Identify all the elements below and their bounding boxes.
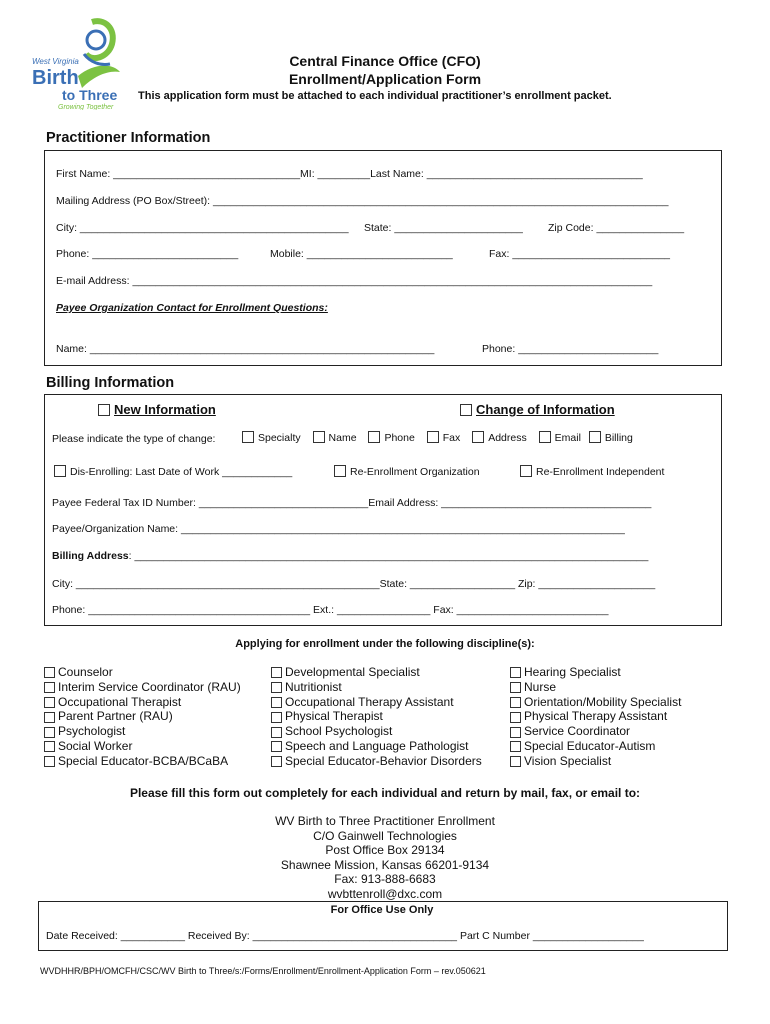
discipline-occupational-therapy-assistant[interactable]: Occupational Therapy Assistant (271, 695, 482, 710)
mailing-address-field[interactable]: Mailing Address (PO Box/Street): ______________________________________________________________________________ (56, 195, 669, 207)
discipline-counselor[interactable]: Counselor (44, 665, 241, 680)
change-type-email[interactable]: Email (539, 432, 581, 444)
re-enrollment-independent-option[interactable]: Re-Enrollment Independent (520, 465, 664, 478)
discipline-special-educator-bcba[interactable]: Special Educator-BCBA/BCaBA (44, 754, 241, 769)
change-type-address[interactable]: Address (472, 432, 527, 444)
dis-enrolling-option[interactable]: Dis-Enrolling: Last Date of Work ____________ (54, 465, 292, 478)
city-field[interactable]: City: ______________________________________________ (56, 222, 349, 234)
discipline-occupational-therapist[interactable]: Occupational Therapist (44, 695, 241, 710)
discipline-nurse[interactable]: Nurse (510, 680, 681, 695)
change-type-name[interactable]: Name (313, 432, 357, 444)
discipline-school-psychologist[interactable]: School Psychologist (271, 724, 482, 739)
discipline-physical-therapy-assistant[interactable]: Physical Therapy Assistant (510, 709, 681, 724)
svg-text:to Three: to Three (62, 87, 118, 103)
form-footer: WVDHHR/BPH/OMCFH/CSC/WV Birth to Three/s:/Forms/Enrollment/Enrollment-Application Form – rev.050621 (40, 966, 486, 976)
contact-phone-field[interactable]: Phone: ________________________ (482, 343, 659, 355)
birth-to-three-logo (30, 14, 126, 110)
dis-enrolling-checkbox[interactable] (54, 465, 66, 477)
billing-box (44, 394, 722, 626)
discipline-social-worker[interactable]: Social Worker (44, 739, 241, 754)
return-email: wvbttenroll@dxc.com (327, 886, 443, 901)
re-enrollment-independent-checkbox[interactable] (520, 465, 532, 477)
discipline-service-coordinator[interactable]: Service Coordinator (510, 724, 681, 739)
change-type-phone[interactable]: Phone (368, 432, 414, 444)
form-subtitle: Enrollment/Application Form (288, 71, 482, 87)
return-fax: Fax: 913-888-6683 (334, 872, 436, 887)
office-use-heading: For Office Use Only (330, 904, 434, 916)
disciplines-heading: Applying for enrollment under the following discipline(s): (235, 638, 535, 650)
discipline-special-educator-autism[interactable]: Special Educator-Autism (510, 739, 681, 754)
mobile-field[interactable]: Mobile: _________________________ (270, 248, 453, 260)
change-type-options (242, 431, 633, 444)
billing-phone-ext-fax-field[interactable]: Phone: ______________________________________ Ext.: ________________ Fax: __________________________ (52, 604, 609, 616)
form-title: Central Finance Office (CFO) (289, 53, 481, 69)
change-type-specialty[interactable]: Specialty (242, 432, 301, 444)
re-enrollment-organization-option[interactable]: Re-Enrollment Organization (334, 465, 480, 478)
state-field[interactable]: State: ______________________ (364, 222, 523, 234)
email-field[interactable]: E-mail Address: _________________________________________________________________________________________ (56, 275, 653, 287)
disciplines-column-3 (510, 665, 681, 769)
re-enrollment-organization-checkbox[interactable] (334, 465, 346, 477)
discipline-special-educator-behavior-disorders[interactable]: Special Educator-Behavior Disorders (271, 754, 482, 769)
discipline-developmental-specialist[interactable]: Developmental Specialist (271, 665, 482, 680)
new-information-checkbox[interactable] (98, 404, 110, 416)
change-type-prompt: Please indicate the type of change: (52, 433, 216, 445)
discipline-hearing-specialist[interactable]: Hearing Specialist (510, 665, 681, 680)
office-use-fields[interactable]: Date Received: ___________ Received By: ___________________________________ Part C Number ___________________ (46, 930, 644, 942)
return-address-line: WV Birth to Three Practitioner Enrollment (275, 814, 495, 828)
form-note: This application form must be attached to each individual practitioner’s enrollment packet. (138, 90, 612, 102)
disciplines-column-1 (44, 665, 241, 769)
discipline-interim-service-coordinator[interactable]: Interim Service Coordinator (RAU) (44, 680, 241, 695)
change-information-option[interactable]: Change of Information (460, 402, 615, 417)
first-name-field[interactable]: First Name: ________________________________MI: _________Last Name: _____________________________________ (56, 168, 643, 180)
svg-text:West Virginia: West Virginia (32, 57, 79, 66)
return-address-line: Post Office Box 29134 (325, 843, 445, 858)
change-type-fax[interactable]: Fax (427, 432, 461, 444)
change-information-checkbox[interactable] (460, 404, 472, 416)
discipline-vision-specialist[interactable]: Vision Specialist (510, 754, 681, 769)
fax-field[interactable]: Fax: ___________________________ (489, 248, 671, 260)
change-type-billing[interactable]: Billing (589, 432, 633, 444)
tax-id-field[interactable]: Payee Federal Tax ID Number: _____________________________Email Address: ____________________________________ (52, 497, 652, 509)
billing-city-state-zip-field[interactable]: City: ____________________________________________________State: __________________ Zip: ____________________ (52, 578, 656, 590)
new-information-option[interactable]: New Information (98, 402, 216, 417)
billing-heading: Billing Information (46, 375, 175, 391)
practitioner-heading: Practitioner Information (46, 130, 211, 146)
billing-address-label: Billing Address (52, 550, 129, 562)
discipline-parent-partner[interactable]: Parent Partner (RAU) (44, 709, 241, 724)
billing-address-field[interactable]: Billing Address: ________________________________________________________________________________________ (52, 550, 649, 562)
discipline-speech-language-pathologist[interactable]: Speech and Language Pathologist (271, 739, 482, 754)
discipline-orientation-mobility-specialist[interactable]: Orientation/Mobility Specialist (510, 695, 681, 710)
payee-organization-name-field[interactable]: Payee/Organization Name: ____________________________________________________________________________ (52, 523, 625, 535)
payee-contact-heading: Payee Organization Contact for Enrollment Questions: (56, 302, 328, 314)
contact-name-field[interactable]: Name: ___________________________________________________________ (56, 343, 435, 355)
zip-field[interactable]: Zip Code: _______________ (548, 222, 685, 234)
return-address-line: Shawnee Mission, Kansas 66201-9134 (280, 857, 490, 872)
svg-text:Birth: Birth (32, 67, 79, 89)
phone-field[interactable]: Phone: _________________________ (56, 248, 239, 260)
disciplines-column-2 (271, 665, 482, 769)
discipline-nutritionist[interactable]: Nutritionist (271, 680, 482, 695)
return-address-block (0, 814, 770, 902)
return-instruction: Please fill this form out completely for each individual and return by mail, fax, or email to: (129, 786, 641, 800)
svg-text:Growing Together: Growing Together (58, 104, 114, 110)
discipline-physical-therapist[interactable]: Physical Therapist (271, 709, 482, 724)
return-address-line: C/O Gainwell Technologies (313, 828, 457, 843)
discipline-psychologist[interactable]: Psychologist (44, 724, 241, 739)
